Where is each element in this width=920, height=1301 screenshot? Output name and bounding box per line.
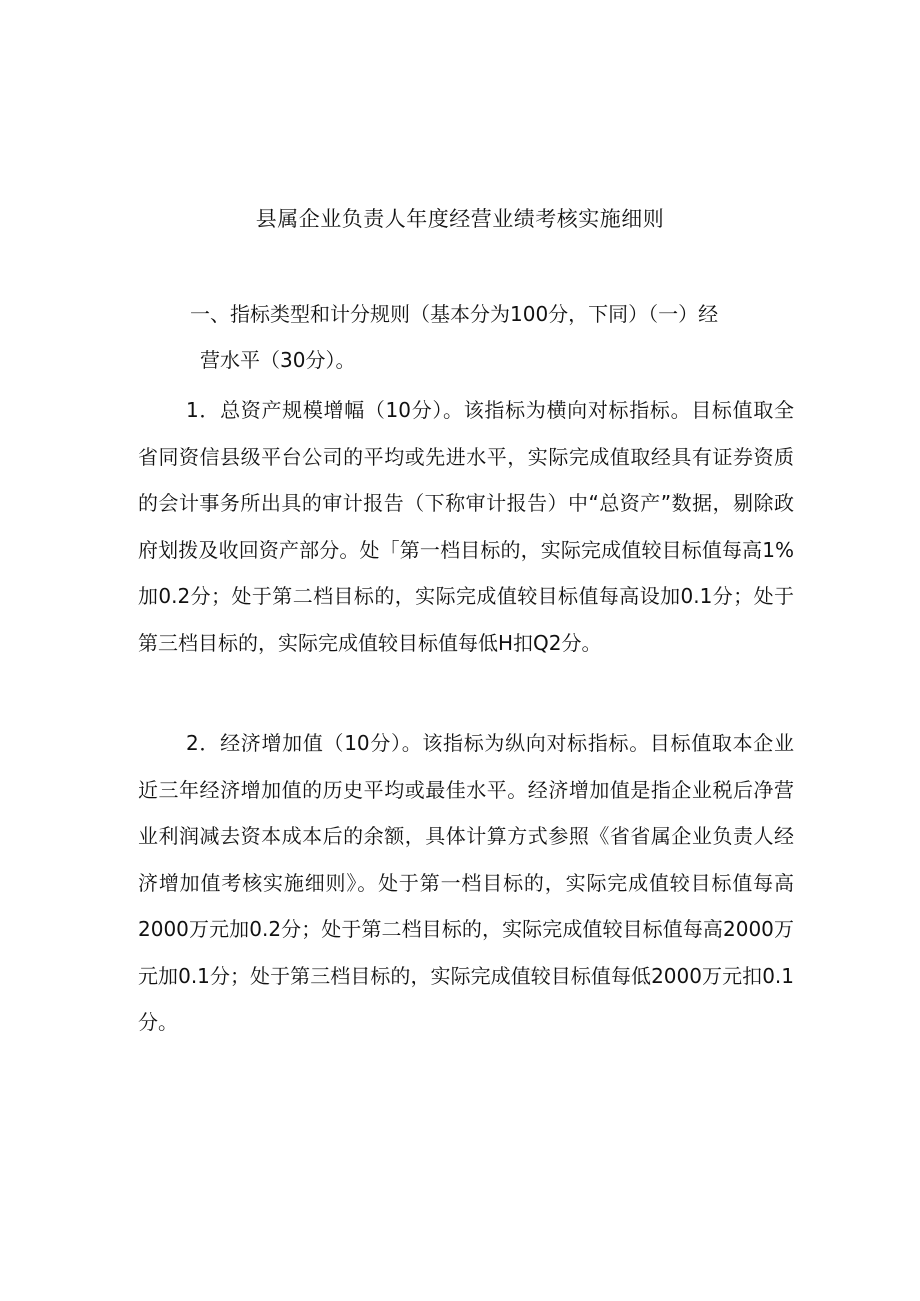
paragraph-economic-value-added: 2．经济增加值（10分）。该指标为纵向对标指标。目标值取本企业近三年经济增加值的历史平均或最佳水平。经济增加值是指企业税后净营业利润减去资本成本后的余额，具体计算方式参照《省省属企业负责人经济增加值考核实施细则》。处于第一档目标的，实际完成值较目标值每高2000万元加0.2分；处于第二档目标的，实际完成值较目标值每高2000万元加0.1分；处于第三档目标的，实际完成值较目标值每低2000万元扣0.1分。 [138,731,794,1034]
document-title: 县属企业负责人年度经营业绩考核实施细则 [255,207,665,231]
paragraph-total-assets: 1．总资产规模增幅（10分）。该指标为横向对标指标。目标值取全省同资信县级平台公司的平均或先进水平，实际完成值取经具有证券资质的会计事务所出具的审计报告（下称审计报告）中“总资产”数据，剔除政府划拨及收回资产部分。处「第一档目标的，实际完成值较目标值每高1%加0.2分；处于第二档目标的，实际完成值较目标值每高设加0.1分；处于第三档目标的，实际完成值较目标值每低H扣Q2分。 [138,398,794,655]
section-heading-line-1: 一、指标类型和计分规则（基本分为100分，下同）（一）经 [190,302,719,326]
section-heading-line-2: 营水平（30分）。 [200,348,356,372]
